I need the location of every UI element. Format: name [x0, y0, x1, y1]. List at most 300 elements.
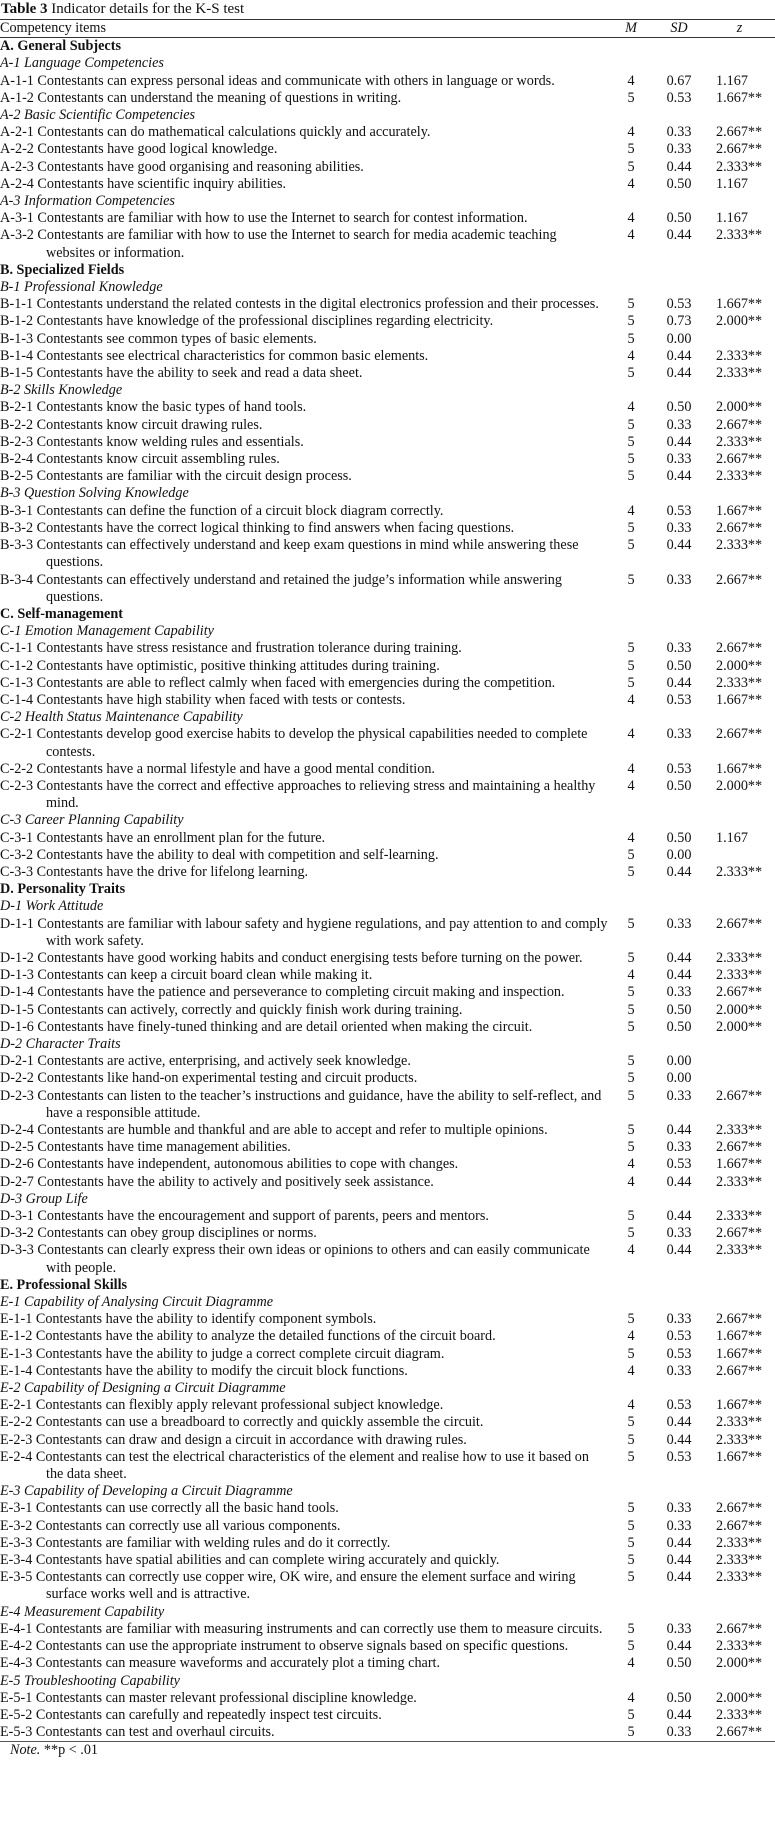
- item-text: D-1-3 Contestants can keep a circuit board clean while making it.: [0, 967, 373, 984]
- section-heading-row: [0, 881, 775, 898]
- table-row: [0, 658, 775, 675]
- table-row: [0, 1346, 775, 1363]
- sd-cell: 0.00: [666, 1070, 692, 1087]
- mean-cell: 4: [627, 175, 635, 192]
- table-row: [0, 503, 775, 520]
- z-cell: 1.167: [716, 175, 748, 192]
- item-text: E-3-2 Contestants can correctly use all various components.: [0, 1517, 341, 1534]
- z-cell: 2.333**: [716, 1534, 763, 1551]
- subsection-heading: C-3 Career Planning Capability: [0, 812, 184, 829]
- z-cell: 2.333**: [716, 468, 763, 485]
- sd-cell: 0.53: [666, 1156, 692, 1173]
- z-cell: 2.333**: [716, 158, 763, 175]
- mean-cell: 5: [627, 1018, 635, 1035]
- table-title: [0, 0, 775, 19]
- subsection-heading-row: [0, 55, 775, 72]
- mean-cell: 4: [627, 1689, 635, 1706]
- mean-cell: 4: [627, 1362, 635, 1379]
- mean-cell: 5: [627, 1001, 635, 1018]
- z-cell: [704, 331, 775, 348]
- mean-cell: 5: [627, 915, 635, 932]
- table-row: [0, 916, 775, 950]
- table-row: [0, 73, 775, 90]
- sd-cell: 0.67: [666, 72, 692, 89]
- table-row: [0, 1225, 775, 1242]
- z-cell: [704, 847, 775, 864]
- sd-cell: 0.44: [666, 365, 692, 382]
- item-text: D-2-7 Contestants have the ability to actively and positively seek assistance.: [0, 1173, 434, 1190]
- item-text: C-3-3 Contestants have the drive for lifelong learning.: [0, 863, 309, 880]
- table-row: [0, 761, 775, 778]
- z-cell: 2.000**: [716, 1018, 763, 1035]
- sd-cell: 0.53: [666, 760, 692, 777]
- sd-cell: 0.44: [666, 1552, 692, 1569]
- mean-cell: 5: [627, 468, 635, 485]
- mean-cell: 4: [627, 210, 635, 227]
- table-row: [0, 210, 775, 227]
- sd-cell: 0.00: [666, 330, 692, 347]
- z-cell: 1.667**: [716, 1397, 763, 1414]
- z-cell: 2.667**: [716, 640, 763, 657]
- z-cell: 2.333**: [716, 674, 763, 691]
- table-row: [0, 1449, 775, 1483]
- header-sd: SD: [670, 20, 688, 36]
- item-text: C-1-4 Contestants have high stability when faced with tests or contests.: [0, 691, 406, 708]
- mean-cell: 5: [627, 1500, 635, 1517]
- subsection-heading-row: [0, 623, 775, 640]
- subsection-heading-row: [0, 709, 775, 726]
- item-text: E-4-3 Contestants can measure waveforms and accurately plot a timing chart.: [0, 1655, 441, 1672]
- header-m: M: [625, 20, 637, 36]
- table-row: [0, 1397, 775, 1414]
- table-row: [0, 159, 775, 176]
- sd-cell: 0.44: [666, 433, 692, 450]
- section-heading: E. Professional Skills: [0, 1276, 128, 1293]
- mean-cell: 5: [627, 313, 635, 330]
- sd-cell: 0.33: [666, 1500, 692, 1517]
- z-cell: 2.333**: [716, 1414, 763, 1431]
- section-heading-row: [0, 38, 775, 56]
- table-caption: Indicator details for the K-S test: [47, 1, 245, 17]
- mean-cell: 5: [627, 433, 635, 450]
- subsection-heading: B-1 Professional Knowledge: [0, 279, 163, 296]
- mean-cell: 4: [627, 691, 635, 708]
- mean-cell: 4: [627, 502, 635, 519]
- mean-cell: 5: [627, 571, 635, 588]
- z-cell: 1.667**: [716, 760, 763, 777]
- table-row: [0, 1500, 775, 1517]
- item-text: E-1-1 Contestants have the ability to identify component symbols.: [0, 1311, 377, 1328]
- item-text: B-3-3 Contestants can effectively understand and keep exam questions in mind while answering these questions.: [0, 537, 579, 571]
- z-cell: [704, 1070, 775, 1087]
- z-cell: 2.000**: [716, 777, 763, 794]
- table-row: [0, 1552, 775, 1569]
- mean-cell: 5: [627, 1706, 635, 1723]
- sd-cell: 0.50: [666, 210, 692, 227]
- table-row: [0, 1311, 775, 1328]
- item-text: D-1-5 Contestants can actively, correctly and quickly finish work during training.: [0, 1001, 463, 1018]
- subsection-heading: B-3 Question Solving Knowledge: [0, 485, 189, 502]
- item-text: D-1-1 Contestants are familiar with labour safety and hygiene regulations, and pay attention to and comply with work safety.: [0, 915, 608, 949]
- item-text: D-2-2 Contestants like hand-on experimental testing and circuit products.: [0, 1070, 418, 1087]
- mean-cell: 5: [627, 1345, 635, 1362]
- z-cell: 2.667**: [716, 1620, 763, 1637]
- item-text: A-3-1 Contestants are familiar with how to use the Internet to search for contest information.: [0, 210, 528, 227]
- table-row: [0, 365, 775, 382]
- item-text: A-2-2 Contestants have good logical knowledge.: [0, 141, 278, 158]
- subsection-heading: E-4 Measurement Capability: [0, 1603, 165, 1620]
- z-cell: 2.667**: [716, 1724, 763, 1741]
- sd-cell: 0.44: [666, 863, 692, 880]
- sd-cell: 0.44: [666, 227, 692, 244]
- sd-cell: 0.33: [666, 1311, 692, 1328]
- subsection-heading: B-2 Skills Knowledge: [0, 382, 123, 399]
- section-heading: C. Self-management: [0, 605, 123, 622]
- item-text: E-3-3 Contestants are familiar with welding rules and do it correctly.: [0, 1534, 391, 1551]
- z-cell: 1.667**: [716, 1328, 763, 1345]
- sd-cell: 0.44: [666, 1414, 692, 1431]
- mean-cell: 4: [627, 1397, 635, 1414]
- sd-cell: 0.73: [666, 313, 692, 330]
- sd-cell: 0.33: [666, 726, 692, 743]
- mean-cell: 5: [627, 863, 635, 880]
- mean-cell: 5: [627, 1070, 635, 1087]
- z-cell: 2.667**: [716, 124, 763, 141]
- z-cell: 2.333**: [716, 1638, 763, 1655]
- sd-cell: 0.33: [666, 124, 692, 141]
- item-text: D-3-1 Contestants have the encouragement and support of parents, peers and mentors.: [0, 1208, 489, 1225]
- z-cell: 1.667**: [716, 1448, 763, 1465]
- z-cell: 1.667**: [716, 89, 763, 106]
- section-heading: A. General Subjects: [0, 38, 121, 55]
- item-text: E-2-2 Contestants can use a breadboard to correctly and quickly assemble the circuit.: [0, 1414, 484, 1431]
- table-row: [0, 141, 775, 158]
- item-text: D-1-6 Contestants have finely-tuned thinking and are detail oriented when making the circuit.: [0, 1018, 533, 1035]
- z-cell: 1.667**: [716, 1345, 763, 1362]
- item-text: B-2-2 Contestants know circuit drawing rules.: [0, 416, 263, 433]
- z-cell: 2.667**: [716, 451, 763, 468]
- sd-cell: 0.33: [666, 519, 692, 536]
- mean-cell: 4: [627, 829, 635, 846]
- mean-cell: 5: [627, 1534, 635, 1551]
- subsection-heading-row: [0, 898, 775, 915]
- sd-cell: 0.44: [666, 1431, 692, 1448]
- table-row: [0, 1414, 775, 1431]
- item-text: C-3-2 Contestants have the ability to deal with competition and self-learning.: [0, 846, 439, 863]
- table-row: [0, 572, 775, 606]
- z-cell: 1.667**: [716, 296, 763, 313]
- mean-cell: 4: [627, 1328, 635, 1345]
- table-row: [0, 1088, 775, 1122]
- note-text: **p < .01: [40, 1742, 99, 1759]
- table-row: [0, 640, 775, 657]
- subsection-heading: A-3 Information Competencies: [0, 193, 175, 210]
- item-text: A-3-2 Contestants are familiar with how to use the Internet to search for media academic teaching websites or information.: [0, 227, 557, 261]
- table-row: [0, 726, 775, 760]
- z-cell: 1.667**: [716, 691, 763, 708]
- sd-cell: 0.33: [666, 141, 692, 158]
- sd-cell: 0.53: [666, 1448, 692, 1465]
- sd-cell: 0.50: [666, 175, 692, 192]
- item-text: A-2-3 Contestants have good organising and reasoning abilities.: [0, 158, 364, 175]
- z-cell: 2.333**: [716, 227, 763, 244]
- subsection-heading: E-1 Capability of Analysing Circuit Diagramme: [0, 1294, 274, 1311]
- table-row: [0, 1655, 775, 1672]
- mean-cell: 5: [627, 657, 635, 674]
- sd-cell: 0.33: [666, 1620, 692, 1637]
- subsection-heading: D-3 Group Life: [0, 1190, 88, 1207]
- mean-cell: 5: [627, 365, 635, 382]
- item-text: C-2-1 Contestants develop good exercise habits to develop the physical capabilities needed to complete contests.: [0, 726, 588, 760]
- item-text: C-1-1 Contestants have stress resistance and frustration tolerance during training.: [0, 640, 462, 657]
- indicator-table: [0, 19, 775, 1742]
- table-row: [0, 1242, 775, 1276]
- table-row: [0, 1621, 775, 1638]
- subsection-heading: A-1 Language Competencies: [0, 55, 164, 72]
- sd-cell: 0.50: [666, 657, 692, 674]
- subsection-heading-row: [0, 382, 775, 399]
- table-row: [0, 331, 775, 348]
- mean-cell: 4: [627, 399, 635, 416]
- section-heading: D. Personality Traits: [0, 881, 126, 898]
- subsection-heading-row: [0, 1294, 775, 1311]
- z-cell: 2.667**: [716, 1139, 763, 1156]
- table-row: [0, 468, 775, 485]
- table-number: Table 3: [1, 1, 48, 17]
- sd-cell: 0.50: [666, 829, 692, 846]
- z-cell: 1.667**: [716, 1156, 763, 1173]
- sd-cell: 0.53: [666, 89, 692, 106]
- table-row: [0, 864, 775, 881]
- mean-cell: 5: [627, 416, 635, 433]
- mean-cell: 5: [627, 1448, 635, 1465]
- z-cell: [704, 1053, 775, 1070]
- item-text: E-1-2 Contestants have the ability to analyze the detailed functions of the circuit board.: [0, 1328, 496, 1345]
- table-row: [0, 1363, 775, 1380]
- item-text: D-2-6 Contestants have independent, autonomous abilities to cope with changes.: [0, 1156, 459, 1173]
- item-text: E-5-2 Contestants can carefully and repeatedly inspect test circuits.: [0, 1706, 382, 1723]
- table-row: [0, 1535, 775, 1552]
- table-row: [0, 296, 775, 313]
- mean-cell: 5: [627, 1517, 635, 1534]
- sd-cell: 0.44: [666, 1569, 692, 1586]
- table-row: [0, 1019, 775, 1036]
- sd-cell: 0.33: [666, 915, 692, 932]
- mean-cell: 5: [627, 1552, 635, 1569]
- z-cell: 2.333**: [716, 347, 763, 364]
- sd-cell: 0.33: [666, 416, 692, 433]
- sd-cell: 0.33: [666, 1087, 692, 1104]
- z-cell: 2.000**: [716, 399, 763, 416]
- item-text: D-2-4 Contestants are humble and thankful and are able to accept and refer to multiple opinions.: [0, 1122, 548, 1138]
- z-cell: 2.333**: [716, 1569, 763, 1586]
- mean-cell: 5: [627, 1724, 635, 1741]
- z-cell: 2.667**: [716, 1362, 763, 1379]
- subsection-heading: A-2 Basic Scientific Competencies: [0, 107, 196, 124]
- section-heading-row: [0, 606, 775, 623]
- item-text: E-2-4 Contestants can test the electrical characteristics of the element and realise how to use it based on the data sheet.: [0, 1448, 589, 1483]
- table-row: [0, 313, 775, 330]
- table-row: [0, 451, 775, 468]
- z-cell: 2.667**: [716, 416, 763, 433]
- subsection-heading-row: [0, 1191, 775, 1208]
- table-row: [0, 984, 775, 1001]
- table-row: [0, 1432, 775, 1449]
- table-row: [0, 692, 775, 709]
- mean-cell: 5: [627, 1311, 635, 1328]
- z-cell: 2.333**: [716, 1242, 763, 1259]
- sd-cell: 0.33: [666, 1225, 692, 1242]
- note-label: Note.: [10, 1742, 41, 1759]
- section-heading-row: [0, 262, 775, 279]
- z-cell: 2.000**: [716, 1689, 763, 1706]
- item-text: E-3-1 Contestants can use correctly all the basic hand tools.: [0, 1500, 339, 1517]
- item-text: B-2-3 Contestants know welding rules and essentials.: [0, 433, 304, 450]
- table-row: [0, 1122, 775, 1139]
- item-text: B-3-4 Contestants can effectively understand and retained the judge’s information while answering questions.: [0, 571, 562, 605]
- z-cell: 2.333**: [716, 967, 763, 984]
- sd-cell: 0.33: [666, 571, 692, 588]
- table-row: [0, 1156, 775, 1173]
- mean-cell: 5: [627, 1053, 635, 1070]
- sd-cell: 0.33: [666, 984, 692, 1001]
- item-text: E-1-3 Contestants have the ability to judge a correct complete circuit diagram.: [0, 1345, 445, 1362]
- table-row: [0, 778, 775, 812]
- item-text: B-2-5 Contestants are familiar with the circuit design process.: [0, 468, 352, 485]
- mean-cell: 4: [627, 777, 635, 794]
- mean-cell: 4: [627, 967, 635, 984]
- mean-cell: 5: [627, 1638, 635, 1655]
- z-cell: 2.000**: [716, 657, 763, 674]
- table-row: [0, 1174, 775, 1191]
- sd-cell: 0.00: [666, 846, 692, 863]
- sd-cell: 0.33: [666, 451, 692, 468]
- table-row: [0, 1638, 775, 1655]
- z-cell: 1.667**: [716, 502, 763, 519]
- table-row: [0, 399, 775, 416]
- subsection-heading-row: [0, 812, 775, 829]
- sd-cell: 0.33: [666, 1362, 692, 1379]
- mean-cell: 5: [627, 1087, 635, 1104]
- mean-cell: 5: [627, 89, 635, 106]
- table-row: [0, 520, 775, 537]
- item-text: E-3-4 Contestants have spatial abilities and can complete wiring accurately and quickly.: [0, 1552, 500, 1569]
- z-cell: 2.333**: [716, 1706, 763, 1723]
- sd-cell: 0.53: [666, 1328, 692, 1345]
- sd-cell: 0.44: [666, 1706, 692, 1723]
- table-row: [0, 434, 775, 451]
- item-text: A-1-1 Contestants can express personal ideas and communicate with others in language or words.: [0, 72, 555, 89]
- sd-cell: 0.53: [666, 296, 692, 313]
- z-cell: 2.667**: [716, 915, 763, 932]
- z-cell: 1.167: [716, 829, 748, 846]
- mean-cell: 4: [627, 760, 635, 777]
- mean-cell: 4: [627, 1156, 635, 1173]
- item-text: B-1-1 Contestants understand the related contests in the digital electronics profession and their processes.: [0, 296, 599, 313]
- table-row: [0, 1328, 775, 1345]
- item-text: C-1-2 Contestants have optimistic, positive thinking attitudes during training.: [0, 657, 440, 674]
- mean-cell: 5: [627, 1139, 635, 1156]
- item-text: A-2-1 Contestants can do mathematical calculations quickly and accurately.: [0, 124, 431, 141]
- item-text: E-4-2 Contestants can use the appropriate instrument to observe signals based on specific questions.: [0, 1638, 569, 1655]
- mean-cell: 5: [627, 640, 635, 657]
- table-row: [0, 1690, 775, 1707]
- table-row: [0, 830, 775, 847]
- sd-cell: 0.53: [666, 1397, 692, 1414]
- sd-cell: 0.33: [666, 1139, 692, 1156]
- z-cell: 2.667**: [716, 519, 763, 536]
- sd-cell: 0.44: [666, 1242, 692, 1259]
- z-cell: 2.667**: [716, 984, 763, 1001]
- sd-cell: 0.44: [666, 1208, 692, 1225]
- z-cell: 1.167: [716, 210, 748, 227]
- sd-cell: 0.53: [666, 691, 692, 708]
- item-text: D-1-4 Contestants have the patience and perseverance to completing circuit making and inspection.: [0, 984, 565, 1001]
- table-row: [0, 227, 775, 261]
- sd-cell: 0.44: [666, 949, 692, 966]
- mean-cell: 4: [627, 347, 635, 364]
- item-text: D-3-3 Contestants can clearly express their own ideas or opinions to others and can easily communicate with people.: [0, 1242, 590, 1276]
- z-cell: 2.000**: [716, 1001, 763, 1018]
- sd-cell: 0.53: [666, 502, 692, 519]
- sd-cell: 0.44: [666, 1534, 692, 1551]
- header-row: [0, 20, 775, 38]
- table-row: [0, 950, 775, 967]
- section-heading-row: [0, 1277, 775, 1294]
- table-row: [0, 124, 775, 141]
- table-row: [0, 176, 775, 193]
- section-heading: B. Specialized Fields: [0, 261, 125, 278]
- mean-cell: 5: [627, 674, 635, 691]
- subsection-heading-row: [0, 107, 775, 124]
- item-text: A-2-4 Contestants have scientific inquiry abilities.: [0, 175, 287, 192]
- mean-cell: 5: [627, 1431, 635, 1448]
- z-cell: 2.667**: [716, 726, 763, 743]
- z-cell: 2.000**: [716, 1655, 763, 1672]
- item-text: B-1-3 Contestants see common types of basic elements.: [0, 330, 317, 347]
- mean-cell: 5: [627, 1122, 635, 1138]
- mean-cell: 5: [627, 1620, 635, 1637]
- item-text: B-1-2 Contestants have knowledge of the professional disciplines regarding electricity.: [0, 313, 494, 330]
- sd-cell: 0.50: [666, 1001, 692, 1018]
- subsection-heading-row: [0, 1380, 775, 1397]
- mean-cell: 5: [627, 846, 635, 863]
- sd-cell: 0.33: [666, 1724, 692, 1741]
- z-cell: 2.667**: [716, 1500, 763, 1517]
- subsection-heading-row: [0, 279, 775, 296]
- mean-cell: 4: [627, 72, 635, 89]
- table-row: [0, 967, 775, 984]
- subsection-heading-row: [0, 1604, 775, 1621]
- item-text: B-1-5 Contestants have the ability to seek and read a data sheet.: [0, 365, 363, 382]
- table-row: [0, 417, 775, 434]
- subsection-heading-row: [0, 1673, 775, 1690]
- z-cell: 2.333**: [716, 863, 763, 880]
- header-z: z: [736, 20, 743, 36]
- item-text: E-5-3 Contestants can test and overhaul circuits.: [0, 1724, 275, 1741]
- item-text: E-4-1 Contestants are familiar with measuring instruments and can correctly use them to measure circuits.: [0, 1620, 603, 1637]
- item-text: C-2-2 Contestants have a normal lifestyle and have a good mental condition.: [0, 760, 435, 777]
- item-text: B-1-4 Contestants see electrical characteristics for common basic elements.: [0, 347, 429, 364]
- mean-cell: 4: [627, 726, 635, 743]
- sd-cell: 0.44: [666, 1173, 692, 1190]
- sd-cell: 0.44: [666, 674, 692, 691]
- mean-cell: 5: [627, 519, 635, 536]
- item-text: B-2-1 Contestants know the basic types of hand tools.: [0, 399, 307, 416]
- z-cell: 2.333**: [716, 1173, 763, 1190]
- z-cell: 2.333**: [716, 433, 763, 450]
- mean-cell: 5: [627, 537, 635, 554]
